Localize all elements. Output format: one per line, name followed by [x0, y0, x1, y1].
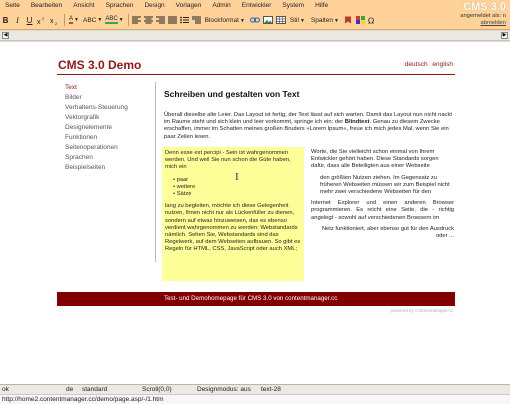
nav-divider	[155, 82, 156, 262]
subscript-icon	[50, 16, 60, 25]
highlight-color-button[interactable]	[104, 14, 124, 26]
right-text-column[interactable]	[311, 149, 454, 244]
site-navigation	[65, 83, 128, 173]
image-icon	[263, 16, 273, 24]
nav-item-beispielseiten[interactable]: Beispielseiten	[65, 164, 106, 171]
highlight-paragraph-2: lang zu begleiten, möchte ich diese Gelegenheit nutzen, Ihnen nicht nur als Lückenfüller zu dienen, sondern auf etwas hinzuweisen, das es ebenso verdient wahrgenommen zu werden: Webstandards nämlich. Sehen Sie, Webstandards sind das Regelwerk, auf dem Webseiten aufbauen. So gibt es Regeln für HTML, CSS, JavaScript oder auch XML;	[165, 203, 301, 253]
table-icon	[276, 16, 286, 24]
menu-bar	[0, 0, 334, 12]
nav-item-bilder[interactable]: Bilder	[65, 94, 82, 101]
chevron-down-icon: ▼	[333, 17, 339, 24]
nav-item-seitenoperationen[interactable]: Seitenoperationen	[65, 144, 118, 151]
color-picker-button[interactable]	[355, 14, 366, 26]
align-center-button[interactable]	[143, 14, 154, 26]
status-design-mode: Designmodus: aus	[197, 386, 251, 393]
align-left-button[interactable]	[131, 14, 142, 26]
list-item: • paar	[173, 177, 301, 184]
menu-item-seite[interactable]: Seite	[5, 2, 20, 9]
svg-text:x: x	[37, 18, 41, 25]
nav-item-vektorgrafik[interactable]: Vektorgrafik	[65, 114, 100, 121]
list-item: • weitere	[173, 184, 301, 191]
nav-item-sprachen[interactable]: Sprachen	[65, 154, 93, 161]
image-button[interactable]	[262, 14, 274, 26]
omega-icon	[368, 16, 376, 24]
intro-text-b: . Genau zu diesem Zwecke erschaffen, immer im Schatten meines großen Bruders »Lorem Ipsum«, freue ich mich jedes Mal, wenn Sie ein paar Zeilen lesen.	[164, 119, 449, 140]
user-info	[460, 13, 506, 26]
right-paragraph-2: den größten Nutzen ziehen. Im Gegensatz zu früheren Webseiten müssen wir zum Beispiel nicht mehr zwei verschiedene Webseiten für den	[320, 174, 450, 196]
menu-item-bearbeiten[interactable]: Bearbeiten	[30, 2, 63, 9]
menu-item-ansicht[interactable]: Ansicht	[73, 2, 95, 9]
toolbar-separator	[128, 14, 129, 26]
svg-text:2: 2	[55, 20, 58, 25]
highlighted-text-box[interactable]	[162, 147, 304, 281]
toolbar-separator	[64, 14, 65, 26]
logged-in-as: angemeldet als: n	[460, 13, 506, 19]
font-color-label: A	[69, 16, 74, 22]
cms-top-bar	[0, 0, 510, 30]
subscript-button[interactable]	[49, 14, 61, 26]
page-canvas	[0, 42, 510, 384]
url-status: http://home2.contentmanager.cc/demo/page.asp/-/1.htm	[0, 394, 510, 404]
list-button[interactable]	[179, 14, 190, 26]
right-paragraph-3: Internet Explorer und einen anderen Browser programmieren. Es reicht eine Seite, die - richtig angelegt - sowohl auf verschiedenen Browsern im	[311, 200, 454, 221]
blockformat-icon-button[interactable]	[191, 14, 202, 26]
intro-paragraph[interactable]	[164, 112, 454, 141]
bookmark-button[interactable]	[343, 14, 354, 26]
menu-item-system[interactable]: System	[282, 2, 305, 9]
bookmark-icon	[344, 16, 352, 24]
highlight-paragraph-1: Denn esse est percipi - Sein ist wahrgenommen werden. Und weil Sie nun schon die Güte haben, mich ein	[165, 150, 291, 171]
paragraph-icon	[192, 16, 201, 24]
menu-item-hilfe[interactable]: Hilfe	[315, 2, 329, 9]
menu-item-admin[interactable]: Admin	[212, 2, 231, 9]
nav-item-funktionen[interactable]: Funktionen	[65, 134, 98, 141]
justify-icon	[168, 16, 177, 24]
header-divider	[57, 74, 455, 75]
special-char-button[interactable]	[367, 14, 378, 26]
footer-bar: Test- und Demohomepage für CMS 3.0 von contentmanager.cc	[57, 292, 455, 306]
intro-text-bold: Blindtext	[344, 119, 370, 126]
content-title: Schreiben und gestalten von Text	[164, 89, 300, 99]
format-toolbar	[0, 12, 379, 28]
svg-text:Ω: Ω	[368, 16, 375, 24]
bold-button[interactable]: B	[2, 15, 9, 25]
nav-item-designelemente[interactable]: Designelemente	[65, 124, 112, 131]
blockformat-label: Blockformat	[204, 16, 239, 24]
svg-text:2: 2	[42, 15, 45, 21]
abc-label: ABC	[83, 16, 97, 24]
list-item: • Sätze	[173, 191, 301, 198]
align-right-icon	[156, 16, 165, 24]
table-button[interactable]	[275, 14, 287, 26]
abc-case-button[interactable]	[82, 14, 103, 26]
stil-label: Stil	[289, 16, 299, 24]
chevron-down-icon: ▼	[299, 17, 305, 24]
stil-dropdown[interactable]	[288, 17, 309, 24]
chevron-down-icon: ▼	[97, 17, 103, 23]
superscript-button[interactable]	[36, 14, 48, 26]
status-scroll: Scroll(0,0)	[142, 386, 172, 393]
right-paragraph-4: Netz funktioniert, aber ebenso gut für den Ausdruck oder ...	[321, 225, 454, 240]
status-bar	[0, 384, 510, 394]
font-color-button[interactable]	[67, 14, 81, 26]
spalten-dropdown[interactable]	[309, 17, 343, 24]
chevron-down-icon: ▼	[239, 17, 245, 24]
blockformat-dropdown[interactable]	[203, 17, 249, 24]
status-ok: ok	[2, 386, 9, 393]
powered-by: powered by contentmanager.cc	[390, 308, 453, 313]
nav-item-verhaltens-steuerung[interactable]: Verhaltens-Steuerung	[65, 104, 128, 111]
superscript-icon	[37, 16, 47, 25]
menu-item-vorlagen[interactable]: Vorlagen	[175, 2, 202, 9]
language-switcher	[402, 61, 453, 68]
align-left-icon	[132, 16, 141, 24]
link-icon	[250, 16, 260, 24]
palette-icon	[356, 16, 365, 24]
text-cursor-icon: I	[235, 171, 239, 183]
back-button[interactable]: ◀	[3, 32, 8, 38]
forward-button[interactable]: ▶	[502, 32, 507, 38]
align-right-button[interactable]	[155, 14, 166, 26]
logout-link[interactable]: abmelden	[480, 19, 506, 26]
status-language: de	[66, 386, 74, 393]
nav-item-text[interactable]: Text	[65, 84, 77, 91]
spalten-label: Spalten	[310, 16, 333, 24]
status-element-id: text-28	[261, 386, 281, 393]
menu-item-sprachen[interactable]: Sprachen	[105, 2, 134, 9]
lang-link-english[interactable]: english	[432, 61, 453, 68]
menu-item-design[interactable]: Design	[144, 2, 165, 9]
menu-item-entwickler[interactable]: Entwickler	[241, 2, 272, 9]
svg-text:x: x	[50, 17, 54, 25]
site-title: CMS 3.0 Demo	[58, 58, 142, 72]
chevron-down-icon: ▼	[74, 17, 79, 23]
status-mode: standard	[82, 386, 108, 393]
align-center-icon	[144, 16, 153, 24]
highlight-label: ABC	[105, 16, 118, 22]
italic-button[interactable]: I	[16, 15, 19, 25]
lang-link-deutsch[interactable]: deutsch	[404, 61, 428, 68]
justify-button[interactable]	[167, 14, 178, 26]
underline-button[interactable]: U	[26, 15, 33, 25]
navigation-bar	[0, 31, 510, 41]
chevron-down-icon: ▼	[118, 17, 124, 23]
link-button[interactable]	[249, 14, 261, 26]
cms-brand: CMS 3.0	[463, 1, 506, 13]
bullet-list-icon	[180, 16, 189, 24]
intro-text-a: Überall dieselbe alte Leier. Das Layout ist fertig, der Text lässt auf sich warten. Damit das Layout nun nicht nackt im Raume steht und sich klein und leer vorkommt, springe ich ein: der	[164, 112, 452, 126]
right-paragraph-1: Worte, die Sie vielleicht schon einmal von Ihrem Entwickler gehört haben. Diese Standards sorgen dafür, dass alle Beteiligten aus einer Webseite	[311, 149, 439, 170]
